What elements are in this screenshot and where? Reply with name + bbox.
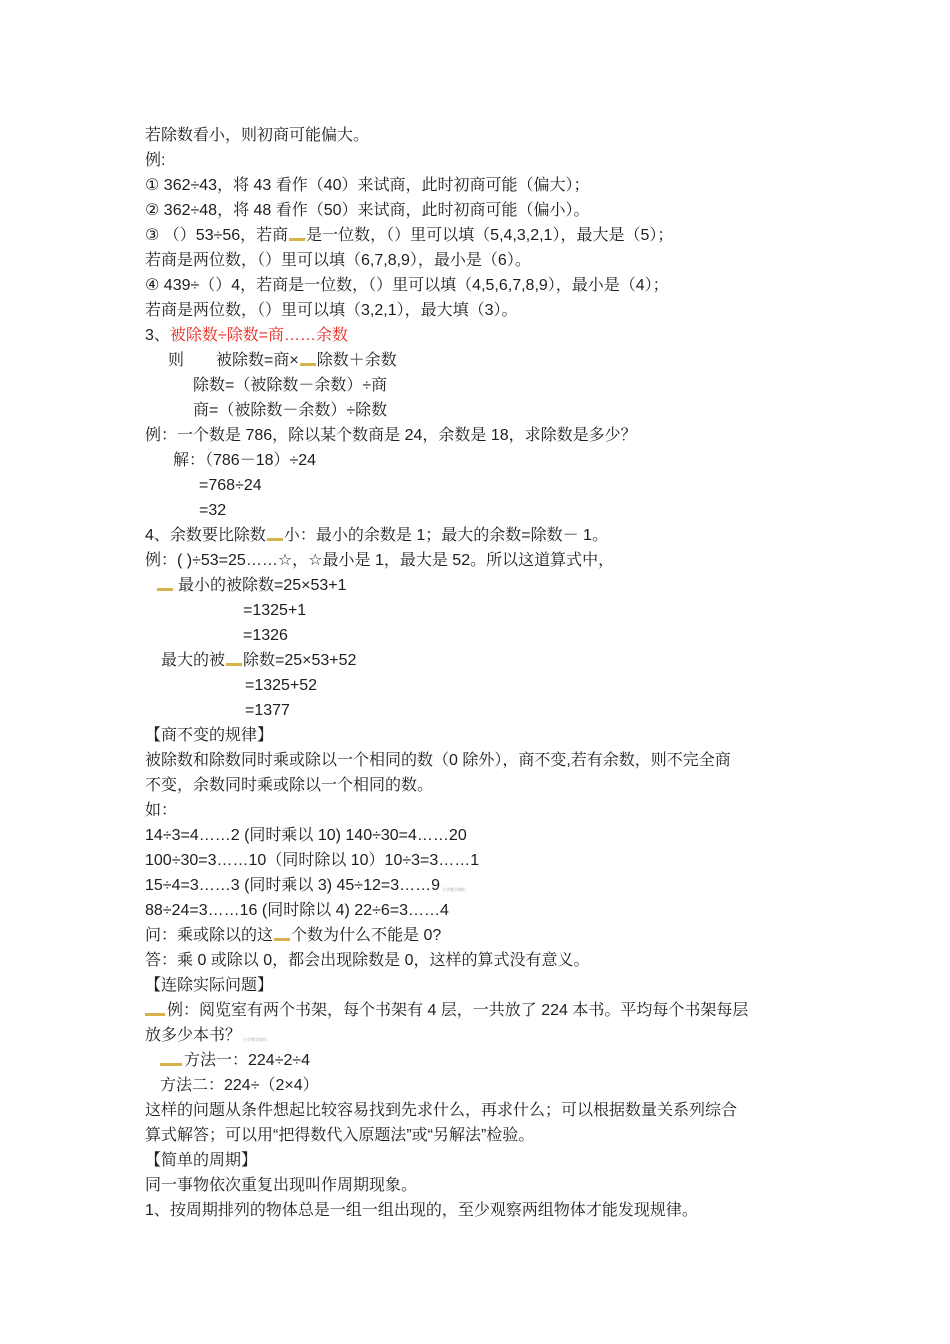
text-segment: 除数=25×53+52 (243, 652, 357, 669)
text-line (168, 349, 397, 373)
text-line (145, 999, 748, 1023)
section-number: 3、 (145, 327, 170, 344)
highlight-mark (267, 538, 283, 541)
watermark-note: 小学数学知识 (243, 1037, 268, 1042)
text-line: 例：( )÷53=25……☆，☆最小是 1，最大是 52。所以这道算式中， (145, 552, 615, 569)
watermark-note: 小学数学知识 (442, 887, 467, 892)
text-line: 如： (145, 802, 178, 819)
text-segment: 最小的被除数=25×53+1 (178, 577, 347, 594)
text-line: 例：一个数是 786，除以某个数商是 24，余数是 18，求除数是多少？ (145, 427, 637, 444)
text-segment: 问：乘或除以的这 (145, 927, 274, 944)
text-segment: 是一位数，（）里可以填（5,4,3,2,1），最大是（5）； (306, 227, 674, 244)
text-segment: 除数＋余数 (316, 352, 397, 369)
text-line: =1326 (243, 627, 288, 644)
text-line (161, 649, 356, 673)
text-segment: 放多少本书？ (145, 1027, 242, 1044)
text-line: 这样的问题从条件想起比较容易找到先求什么，再求什么；可以根据数量关系列综合 (145, 1102, 738, 1119)
text-segment: 4、余数要比除数 (145, 527, 266, 544)
text-segment: 例：阅览室有两个书架，每个书架有 4 层，一共放了 224 本书。平均每个书架每层 (167, 1002, 749, 1019)
text-line: ① 362÷43，将 43 看作（40）来试商，此时初商可能（偏大）； (145, 177, 590, 194)
text-line: =32 (199, 502, 227, 519)
text-line: 方法二：224÷（2×4） (160, 1077, 319, 1094)
text-line: 算式解答；可以用“把得数代入原题法”或“另解法”检验。 (145, 1127, 535, 1144)
text-segment: ③ （）53÷56，若商 (145, 227, 289, 244)
text-line: 同一事物依次重复出现叫作周期现象。 (145, 1177, 418, 1194)
text-line (145, 1024, 267, 1052)
highlight-mark (226, 663, 242, 666)
text-line (160, 1049, 310, 1073)
section-heading: 【商不变的规律】 (145, 727, 274, 744)
text-line (145, 524, 608, 548)
text-line (145, 224, 673, 248)
text-line: ④ 439÷（）4，若商是一位数，（）里可以填（4,5,6,7,8,9），最小是（4）； (145, 277, 669, 294)
text-segment: 则 被除数=商× (168, 352, 299, 369)
highlight-mark (157, 588, 173, 591)
text-line: 若商是两位数，（）里可以填（3,2,1），最大填（3）。 (145, 302, 518, 319)
highlight-mark (160, 1063, 182, 1066)
text-line (145, 874, 466, 902)
section-heading: 【连除实际问题】 (145, 977, 274, 994)
text-segment: 小：最小的余数是 1；最大的余数=除数－ 1。 (283, 527, 608, 544)
text-line: ② 362÷48，将 48 看作（50）来试商，此时初商可能（偏小）。 (145, 202, 590, 219)
text-line: 100÷30=3……10（同时除以 10）10÷3=3……1 (145, 852, 480, 869)
highlight-mark (289, 238, 305, 241)
text-line: 88÷24=3……16 (同时除以 4) 22÷6=3……4 (145, 902, 449, 919)
text-line: 例: (145, 152, 166, 169)
text-line: =768÷24 (199, 477, 262, 494)
text-line: 解：（786－18）÷24 (173, 452, 317, 469)
text-line: 答：乘 0 或除以 0，都会出现除数是 0，这样的算式没有意义。 (145, 952, 590, 969)
text-segment: 最大的被 (161, 652, 226, 669)
text-line: =1325+52 (245, 677, 318, 694)
highlight-mark (145, 1013, 165, 1016)
text-line: 若商是两位数，（）里可以填（6,7,8,9），最小是（6）。 (145, 252, 531, 269)
text-line: 不变，余数同时乘或除以一个相同的数。 (145, 777, 434, 794)
formula-heading: 被除数÷除数=商……余数 (169, 327, 349, 344)
text-segment: 方法一：224÷2÷4 (184, 1052, 311, 1069)
text-line: =1377 (245, 702, 290, 719)
section-heading: 【简单的周期】 (145, 1152, 258, 1169)
text-line: 被除数和除数同时乘或除以一个相同的数（0 除外），商不变,若有余数，则不完全商 (145, 752, 731, 769)
text-segment: 15÷4=3……3 (同时乘以 3) 45÷12=3……9 (145, 877, 441, 894)
highlight-mark (300, 363, 316, 366)
highlight-mark (274, 938, 290, 941)
text-line: 除数=（被除数－余数）÷商 (193, 377, 388, 394)
text-line (156, 574, 347, 598)
text-line (145, 924, 441, 948)
text-line: 若除数看小，则初商可能偏大。 (145, 127, 370, 144)
text-line: 14÷3=4……2 (同时乘以 10) 140÷30=4……20 (145, 827, 467, 844)
text-line: 1、按周期排列的物体总是一组一组出现的，至少观察两组物体才能发现规律。 (145, 1202, 698, 1219)
text-segment: 个数为什么不能是 0? (291, 927, 442, 944)
text-line: 商=（被除数－余数）÷除数 (193, 402, 388, 419)
text-line: =1325+1 (243, 602, 307, 619)
section-heading (145, 324, 348, 348)
